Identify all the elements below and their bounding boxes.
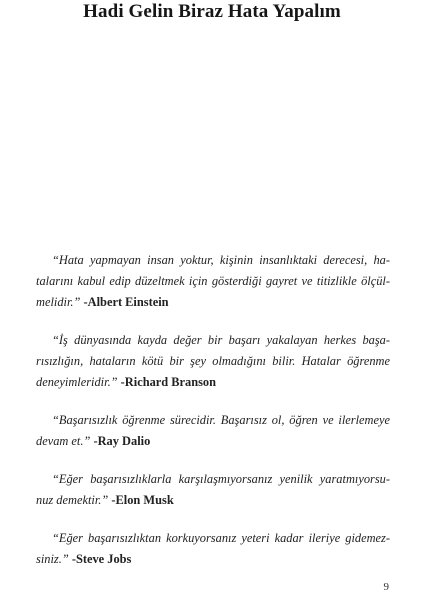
quote-line: “Eğer başarısızlıklarla karşılaşmıyorsanız yenilik yaratmıyorsu- [52, 472, 390, 486]
quote-line: melidir.” [36, 295, 81, 309]
quote-author: -Ray Dalio [93, 434, 151, 448]
quote-jobs [36, 528, 390, 570]
quote-line: “Başarısızlık öğrenme sürecidir. Başarısız ol, öğren ve ilerlemeye [52, 413, 390, 427]
quote-author: -Richard Branson [120, 375, 217, 389]
quote-line: siniz.” [36, 552, 69, 566]
quote-line: devam et.” [36, 434, 91, 448]
quote-line: rısızlığın, hataların kötü bir şey olmadığını bilir. Hatalar öğrenme [36, 354, 390, 368]
quote-author: -Elon Musk [111, 493, 174, 507]
page-number: 9 [383, 581, 389, 593]
quote-line: “Eğer başarısızlıktan korkuyorsanız yeteri kadar ileriye gidemez- [52, 531, 390, 545]
quote-einstein [36, 250, 390, 313]
quote-dalio [36, 410, 390, 452]
quote-author: -Albert Einstein [83, 295, 169, 309]
quote-line: “Hata yapmayan insan yoktur, kişinin insanlıktaki derecesi, ha- [52, 253, 390, 267]
quote-branson [36, 330, 390, 393]
page-title: Hadi Gelin Biraz Hata Yapalım [83, 1, 341, 22]
quote-musk [36, 469, 390, 511]
quote-line: “İş dünyasında kayda değer bir başarı yakalayan herkes başa- [52, 333, 390, 347]
quote-line: talarını kabul edip düzeltmek için gösterdiği gayret ve titizlikle ölçül- [36, 274, 390, 288]
quote-author: -Steve Jobs [71, 552, 132, 566]
quotes-list [36, 250, 390, 587]
quote-line: deneyimleridir.” [36, 375, 118, 389]
quote-line: nuz demektir.” [36, 493, 109, 507]
